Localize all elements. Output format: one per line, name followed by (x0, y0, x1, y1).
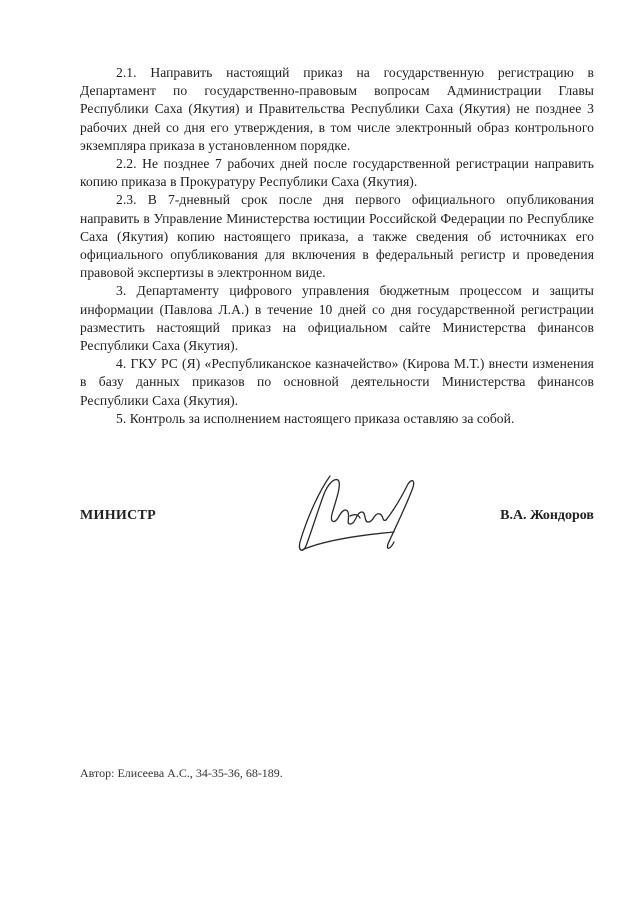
position-title: МИНИСТР (80, 508, 156, 523)
order-body (80, 64, 594, 428)
paragraph-3: 3. Департаменту цифрового управления бюджетным процессом и защиты информации (Павлова Л.А.) в течение 10 дней со дня государственной регистрации разместить настоящий приказ на официальном сайте Министерства финансов Республики Саха (Якутия). (80, 283, 594, 354)
author-footer: Автор: Елисеева А.С., 34-35-36, 68-189. (80, 766, 283, 780)
paragraph-4: 4. ГКУ РС (Я) «Республиканское казначейство» (Кирова М.Т.) внести изменения в базу данных приказов по основной деятельности Министерства финансов Республики Саха (Якутия). (80, 356, 594, 408)
paragraph-2-2: 2.2. Не позднее 7 рабочих дней после государственной регистрации направить копию приказа в Прокуратуру Республики Саха (Якутия). (80, 156, 594, 190)
paragraph-5: 5. Контроль за исполнением настоящего приказа оставляю за собой. (116, 410, 515, 426)
paragraph-2-1: 2.1. Направить настоящий приказ на государственную регистрацию в Департамент по государственно-правовым вопросам Администрации Главы Республики Саха (Якутия) и Правительства Республики Саха (Якутия) не позднее 3 рабочих дней со дня его утверждения, в том числе электронный образ контрольного экземпляра приказа в установленном порядке. (80, 65, 594, 153)
signer-name: В.А. Жондоров (500, 508, 594, 523)
handwritten-signature-icon (290, 470, 440, 560)
paragraph-2-3: 2.3. В 7-дневный срок после дня первого официального опубликования направить в Управление Министерства юстиции Российской Федерации по Республике Саха (Якутия) копию настоящего приказа, а также сведения об источниках его официального опубликования для включения в федеральный регистр и проведения правовой экспертизы в электронном виде. (80, 192, 594, 281)
signature-block (80, 470, 594, 560)
